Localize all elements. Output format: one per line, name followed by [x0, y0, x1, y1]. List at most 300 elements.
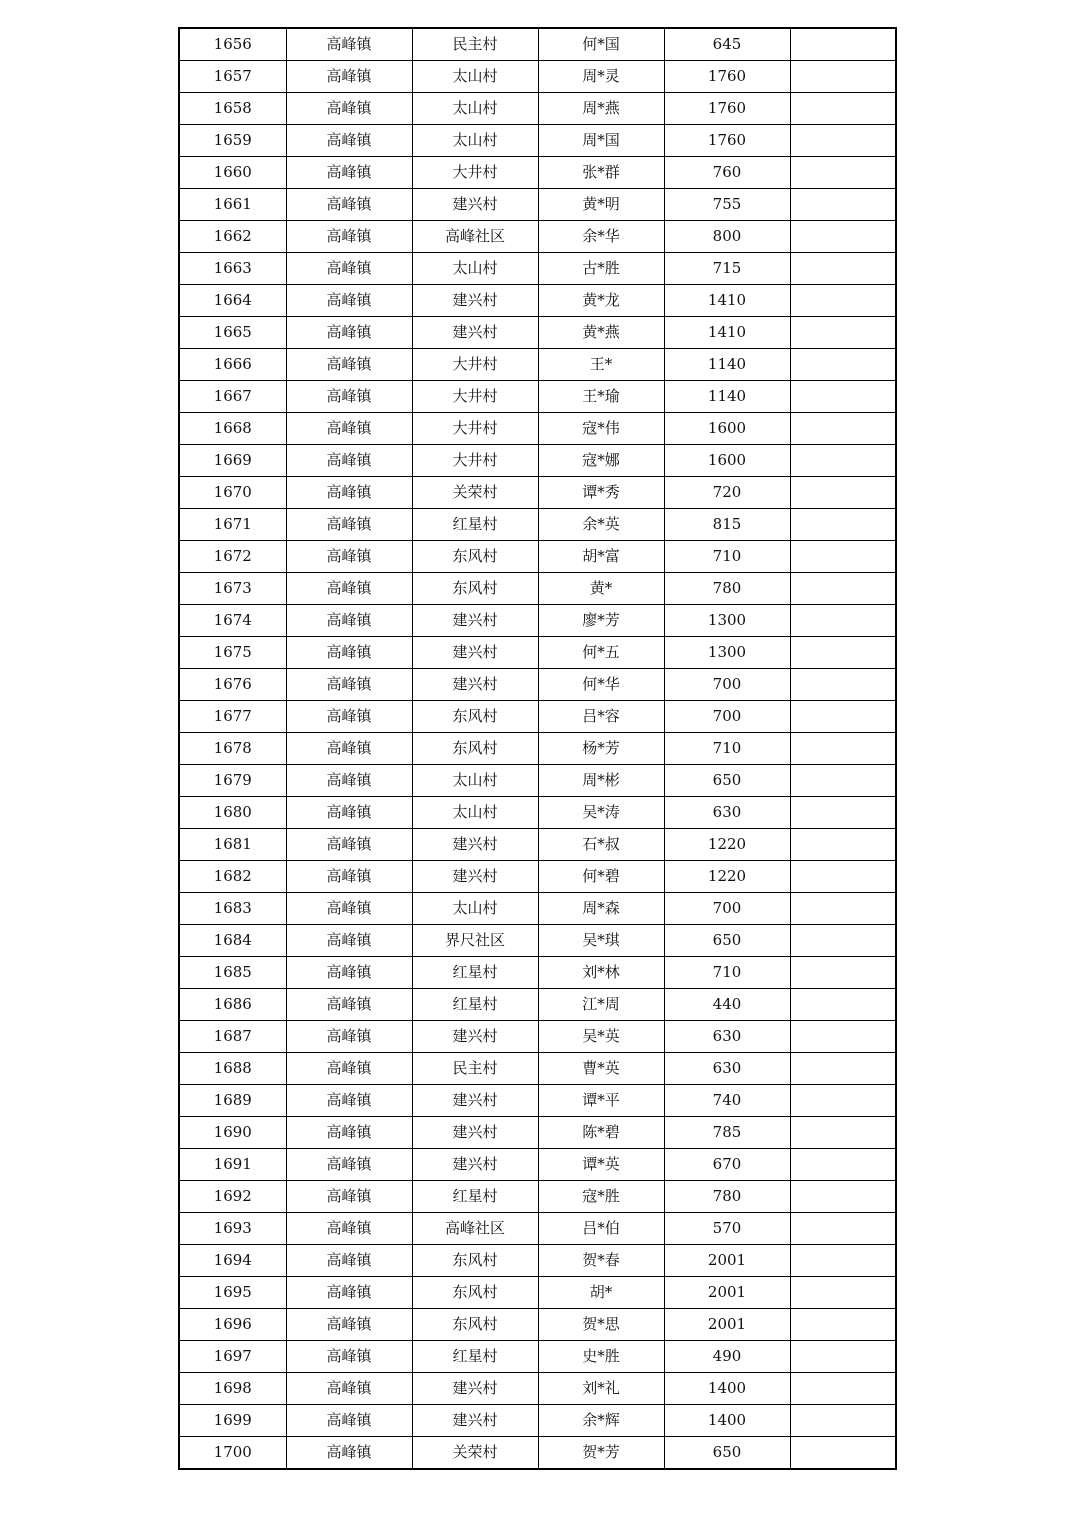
cell-name: 吴*琪	[538, 925, 664, 957]
cell-number: 1678	[179, 733, 286, 765]
cell-note	[790, 157, 896, 189]
cell-amount: 645	[664, 28, 790, 61]
table-row	[179, 1149, 896, 1181]
cell-town: 高峰镇	[286, 477, 412, 509]
cell-note	[790, 1405, 896, 1437]
cell-note	[790, 1277, 896, 1309]
cell-name: 谭*英	[538, 1149, 664, 1181]
cell-village: 建兴村	[412, 1117, 538, 1149]
cell-amount: 1220	[664, 829, 790, 861]
cell-amount: 710	[664, 541, 790, 573]
cell-number: 1679	[179, 765, 286, 797]
cell-note	[790, 1213, 896, 1245]
cell-amount: 1760	[664, 61, 790, 93]
cell-village: 东风村	[412, 701, 538, 733]
table-row	[179, 1309, 896, 1341]
cell-number: 1692	[179, 1181, 286, 1213]
cell-amount: 650	[664, 765, 790, 797]
cell-village: 大井村	[412, 381, 538, 413]
cell-town: 高峰镇	[286, 285, 412, 317]
cell-village: 建兴村	[412, 829, 538, 861]
cell-note	[790, 28, 896, 61]
table-row	[179, 1181, 896, 1213]
cell-name: 何*五	[538, 637, 664, 669]
table-row	[179, 509, 896, 541]
cell-number: 1698	[179, 1373, 286, 1405]
cell-amount: 715	[664, 253, 790, 285]
cell-note	[790, 1149, 896, 1181]
cell-village: 大井村	[412, 445, 538, 477]
cell-note	[790, 541, 896, 573]
cell-village: 建兴村	[412, 285, 538, 317]
cell-name: 吕*容	[538, 701, 664, 733]
cell-amount: 1400	[664, 1373, 790, 1405]
cell-number: 1683	[179, 893, 286, 925]
cell-village: 东风村	[412, 541, 538, 573]
cell-village: 建兴村	[412, 1405, 538, 1437]
cell-note	[790, 1245, 896, 1277]
cell-town: 高峰镇	[286, 381, 412, 413]
cell-name: 黄*燕	[538, 317, 664, 349]
cell-name: 余*华	[538, 221, 664, 253]
cell-village: 建兴村	[412, 605, 538, 637]
cell-town: 高峰镇	[286, 957, 412, 989]
table-row	[179, 285, 896, 317]
table-row	[179, 1213, 896, 1245]
cell-note	[790, 189, 896, 221]
cell-number: 1695	[179, 1277, 286, 1309]
cell-name: 寇*胜	[538, 1181, 664, 1213]
cell-number: 1690	[179, 1117, 286, 1149]
cell-amount: 670	[664, 1149, 790, 1181]
cell-number: 1658	[179, 93, 286, 125]
cell-note	[790, 221, 896, 253]
cell-name: 周*森	[538, 893, 664, 925]
table-row	[179, 797, 896, 829]
cell-number: 1675	[179, 637, 286, 669]
cell-town: 高峰镇	[286, 125, 412, 157]
cell-village: 太山村	[412, 253, 538, 285]
cell-village: 红星村	[412, 1341, 538, 1373]
cell-village: 红星村	[412, 1181, 538, 1213]
cell-number: 1673	[179, 573, 286, 605]
cell-note	[790, 509, 896, 541]
cell-name: 吴*英	[538, 1021, 664, 1053]
table-row	[179, 349, 896, 381]
cell-number: 1687	[179, 1021, 286, 1053]
cell-number: 1667	[179, 381, 286, 413]
cell-note	[790, 637, 896, 669]
cell-number: 1671	[179, 509, 286, 541]
cell-name: 周*彬	[538, 765, 664, 797]
cell-amount: 1300	[664, 637, 790, 669]
cell-amount: 1410	[664, 317, 790, 349]
cell-note	[790, 989, 896, 1021]
cell-village: 民主村	[412, 28, 538, 61]
cell-number: 1665	[179, 317, 286, 349]
table-row	[179, 1053, 896, 1085]
table-row	[179, 957, 896, 989]
cell-town: 高峰镇	[286, 1309, 412, 1341]
cell-name: 陈*碧	[538, 1117, 664, 1149]
cell-amount: 1140	[664, 381, 790, 413]
cell-town: 高峰镇	[286, 797, 412, 829]
cell-village: 太山村	[412, 893, 538, 925]
cell-number: 1685	[179, 957, 286, 989]
cell-town: 高峰镇	[286, 1117, 412, 1149]
cell-village: 建兴村	[412, 1149, 538, 1181]
cell-note	[790, 1309, 896, 1341]
cell-name: 周*燕	[538, 93, 664, 125]
cell-amount: 1220	[664, 861, 790, 893]
cell-town: 高峰镇	[286, 1437, 412, 1470]
cell-note	[790, 253, 896, 285]
cell-name: 刘*林	[538, 957, 664, 989]
cell-note	[790, 1373, 896, 1405]
cell-name: 曹*英	[538, 1053, 664, 1085]
cell-name: 吕*伯	[538, 1213, 664, 1245]
cell-name: 周*国	[538, 125, 664, 157]
cell-town: 高峰镇	[286, 1277, 412, 1309]
cell-number: 1682	[179, 861, 286, 893]
cell-village: 建兴村	[412, 637, 538, 669]
table-row	[179, 253, 896, 285]
table-row	[179, 669, 896, 701]
table-row	[179, 893, 896, 925]
cell-amount: 700	[664, 669, 790, 701]
cell-town: 高峰镇	[286, 349, 412, 381]
cell-town: 高峰镇	[286, 829, 412, 861]
cell-village: 东风村	[412, 1277, 538, 1309]
cell-name: 何*国	[538, 28, 664, 61]
cell-amount: 710	[664, 957, 790, 989]
cell-name: 余*辉	[538, 1405, 664, 1437]
cell-town: 高峰镇	[286, 445, 412, 477]
cell-amount: 2001	[664, 1309, 790, 1341]
cell-town: 高峰镇	[286, 317, 412, 349]
cell-number: 1686	[179, 989, 286, 1021]
cell-amount: 740	[664, 1085, 790, 1117]
cell-number: 1662	[179, 221, 286, 253]
cell-number: 1674	[179, 605, 286, 637]
cell-name: 吴*涛	[538, 797, 664, 829]
cell-name: 贺*春	[538, 1245, 664, 1277]
cell-number: 1676	[179, 669, 286, 701]
table-row	[179, 1373, 896, 1405]
cell-town: 高峰镇	[286, 541, 412, 573]
cell-number: 1681	[179, 829, 286, 861]
cell-town: 高峰镇	[286, 93, 412, 125]
cell-note	[790, 925, 896, 957]
cell-name: 杨*芳	[538, 733, 664, 765]
cell-note	[790, 893, 896, 925]
cell-amount: 490	[664, 1341, 790, 1373]
cell-number: 1672	[179, 541, 286, 573]
cell-town: 高峰镇	[286, 701, 412, 733]
table-body	[179, 28, 896, 1469]
cell-note	[790, 829, 896, 861]
cell-name: 胡*富	[538, 541, 664, 573]
cell-note	[790, 61, 896, 93]
table-row	[179, 1277, 896, 1309]
cell-village: 东风村	[412, 573, 538, 605]
cell-note	[790, 605, 896, 637]
cell-village: 大井村	[412, 413, 538, 445]
table-row	[179, 605, 896, 637]
cell-town: 高峰镇	[286, 221, 412, 253]
cell-town: 高峰镇	[286, 1245, 412, 1277]
cell-village: 太山村	[412, 61, 538, 93]
cell-number: 1693	[179, 1213, 286, 1245]
table-row	[179, 1117, 896, 1149]
cell-amount: 1600	[664, 445, 790, 477]
cell-amount: 800	[664, 221, 790, 253]
table-row	[179, 381, 896, 413]
cell-note	[790, 573, 896, 605]
cell-number: 1700	[179, 1437, 286, 1470]
cell-town: 高峰镇	[286, 733, 412, 765]
cell-number: 1684	[179, 925, 286, 957]
cell-town: 高峰镇	[286, 509, 412, 541]
cell-town: 高峰镇	[286, 669, 412, 701]
table-row	[179, 733, 896, 765]
table-row	[179, 1245, 896, 1277]
cell-note	[790, 765, 896, 797]
cell-note	[790, 733, 896, 765]
cell-number: 1694	[179, 1245, 286, 1277]
cell-town: 高峰镇	[286, 189, 412, 221]
cell-amount: 1400	[664, 1405, 790, 1437]
cell-amount: 760	[664, 157, 790, 189]
table-row	[179, 573, 896, 605]
table-row	[179, 317, 896, 349]
cell-note	[790, 1181, 896, 1213]
cell-number: 1660	[179, 157, 286, 189]
table-row	[179, 925, 896, 957]
table-row	[179, 445, 896, 477]
cell-village: 建兴村	[412, 861, 538, 893]
table-row	[179, 221, 896, 253]
cell-name: 石*叔	[538, 829, 664, 861]
cell-amount: 2001	[664, 1277, 790, 1309]
cell-amount: 630	[664, 797, 790, 829]
cell-number: 1663	[179, 253, 286, 285]
cell-amount: 440	[664, 989, 790, 1021]
cell-number: 1657	[179, 61, 286, 93]
cell-name: 何*华	[538, 669, 664, 701]
cell-note	[790, 1085, 896, 1117]
table-row	[179, 1405, 896, 1437]
cell-village: 高峰社区	[412, 1213, 538, 1245]
cell-number: 1661	[179, 189, 286, 221]
cell-village: 关荣村	[412, 477, 538, 509]
cell-village: 建兴村	[412, 1373, 538, 1405]
cell-number: 1659	[179, 125, 286, 157]
cell-note	[790, 125, 896, 157]
cell-note	[790, 1341, 896, 1373]
cell-note	[790, 413, 896, 445]
cell-name: 黄*明	[538, 189, 664, 221]
cell-village: 太山村	[412, 93, 538, 125]
table-row	[179, 1341, 896, 1373]
cell-amount: 700	[664, 701, 790, 733]
cell-town: 高峰镇	[286, 28, 412, 61]
cell-village: 高峰社区	[412, 221, 538, 253]
cell-note	[790, 317, 896, 349]
cell-number: 1688	[179, 1053, 286, 1085]
cell-village: 太山村	[412, 765, 538, 797]
cell-village: 东风村	[412, 733, 538, 765]
cell-village: 建兴村	[412, 1021, 538, 1053]
cell-number: 1680	[179, 797, 286, 829]
cell-note	[790, 1117, 896, 1149]
cell-amount: 650	[664, 925, 790, 957]
cell-village: 红星村	[412, 989, 538, 1021]
cell-note	[790, 477, 896, 509]
cell-village: 大井村	[412, 157, 538, 189]
cell-village: 建兴村	[412, 1085, 538, 1117]
table-row	[179, 157, 896, 189]
table-row	[179, 765, 896, 797]
table-row	[179, 829, 896, 861]
cell-town: 高峰镇	[286, 61, 412, 93]
table-row	[179, 125, 896, 157]
cell-name: 张*群	[538, 157, 664, 189]
cell-note	[790, 861, 896, 893]
cell-note	[790, 797, 896, 829]
cell-amount: 720	[664, 477, 790, 509]
table-row	[179, 541, 896, 573]
cell-amount: 710	[664, 733, 790, 765]
cell-note	[790, 701, 896, 733]
cell-town: 高峰镇	[286, 989, 412, 1021]
table-row	[179, 1437, 896, 1470]
cell-town: 高峰镇	[286, 1149, 412, 1181]
cell-town: 高峰镇	[286, 861, 412, 893]
cell-note	[790, 445, 896, 477]
cell-town: 高峰镇	[286, 1373, 412, 1405]
cell-amount: 815	[664, 509, 790, 541]
cell-town: 高峰镇	[286, 765, 412, 797]
cell-village: 界尺社区	[412, 925, 538, 957]
cell-village: 建兴村	[412, 189, 538, 221]
cell-note	[790, 1021, 896, 1053]
cell-number: 1699	[179, 1405, 286, 1437]
cell-name: 黄*龙	[538, 285, 664, 317]
cell-name: 廖*芳	[538, 605, 664, 637]
table-row	[179, 477, 896, 509]
cell-village: 红星村	[412, 957, 538, 989]
cell-amount: 785	[664, 1117, 790, 1149]
cell-name: 余*英	[538, 509, 664, 541]
cell-amount: 1410	[664, 285, 790, 317]
cell-town: 高峰镇	[286, 573, 412, 605]
cell-village: 东风村	[412, 1309, 538, 1341]
cell-note	[790, 669, 896, 701]
cell-name: 寇*娜	[538, 445, 664, 477]
table-row	[179, 189, 896, 221]
table-row	[179, 61, 896, 93]
cell-number: 1668	[179, 413, 286, 445]
cell-number: 1696	[179, 1309, 286, 1341]
cell-village: 建兴村	[412, 317, 538, 349]
table-row	[179, 637, 896, 669]
cell-number: 1656	[179, 28, 286, 61]
cell-village: 民主村	[412, 1053, 538, 1085]
cell-note	[790, 1437, 896, 1470]
cell-town: 高峰镇	[286, 157, 412, 189]
table-row	[179, 1021, 896, 1053]
cell-amount: 650	[664, 1437, 790, 1470]
cell-amount: 630	[664, 1053, 790, 1085]
cell-town: 高峰镇	[286, 1181, 412, 1213]
cell-amount: 630	[664, 1021, 790, 1053]
cell-town: 高峰镇	[286, 1053, 412, 1085]
cell-amount: 780	[664, 573, 790, 605]
cell-number: 1691	[179, 1149, 286, 1181]
cell-village: 红星村	[412, 509, 538, 541]
cell-village: 太山村	[412, 125, 538, 157]
cell-number: 1697	[179, 1341, 286, 1373]
cell-town: 高峰镇	[286, 893, 412, 925]
cell-town: 高峰镇	[286, 253, 412, 285]
cell-town: 高峰镇	[286, 413, 412, 445]
cell-village: 建兴村	[412, 669, 538, 701]
cell-name: 寇*伟	[538, 413, 664, 445]
cell-village: 大井村	[412, 349, 538, 381]
cell-village: 东风村	[412, 1245, 538, 1277]
table-row	[179, 1085, 896, 1117]
cell-name: 江*周	[538, 989, 664, 1021]
cell-town: 高峰镇	[286, 605, 412, 637]
cell-town: 高峰镇	[286, 1341, 412, 1373]
cell-name: 刘*礼	[538, 1373, 664, 1405]
cell-note	[790, 381, 896, 413]
table-row	[179, 28, 896, 61]
cell-village: 太山村	[412, 797, 538, 829]
cell-name: 史*胜	[538, 1341, 664, 1373]
cell-number: 1669	[179, 445, 286, 477]
cell-number: 1689	[179, 1085, 286, 1117]
cell-amount: 1760	[664, 125, 790, 157]
cell-note	[790, 93, 896, 125]
table-row	[179, 701, 896, 733]
cell-note	[790, 957, 896, 989]
cell-name: 古*胜	[538, 253, 664, 285]
data-table	[178, 27, 897, 1470]
cell-town: 高峰镇	[286, 1213, 412, 1245]
cell-number: 1664	[179, 285, 286, 317]
cell-note	[790, 349, 896, 381]
cell-amount: 700	[664, 893, 790, 925]
cell-name: 周*灵	[538, 61, 664, 93]
cell-town: 高峰镇	[286, 925, 412, 957]
cell-name: 谭*平	[538, 1085, 664, 1117]
table-row	[179, 413, 896, 445]
table-row	[179, 861, 896, 893]
cell-name: 何*碧	[538, 861, 664, 893]
cell-town: 高峰镇	[286, 1021, 412, 1053]
cell-town: 高峰镇	[286, 637, 412, 669]
cell-name: 王*瑜	[538, 381, 664, 413]
cell-amount: 1600	[664, 413, 790, 445]
cell-number: 1670	[179, 477, 286, 509]
cell-amount: 2001	[664, 1245, 790, 1277]
cell-number: 1677	[179, 701, 286, 733]
cell-note	[790, 1053, 896, 1085]
cell-name: 胡*	[538, 1277, 664, 1309]
table-row	[179, 989, 896, 1021]
